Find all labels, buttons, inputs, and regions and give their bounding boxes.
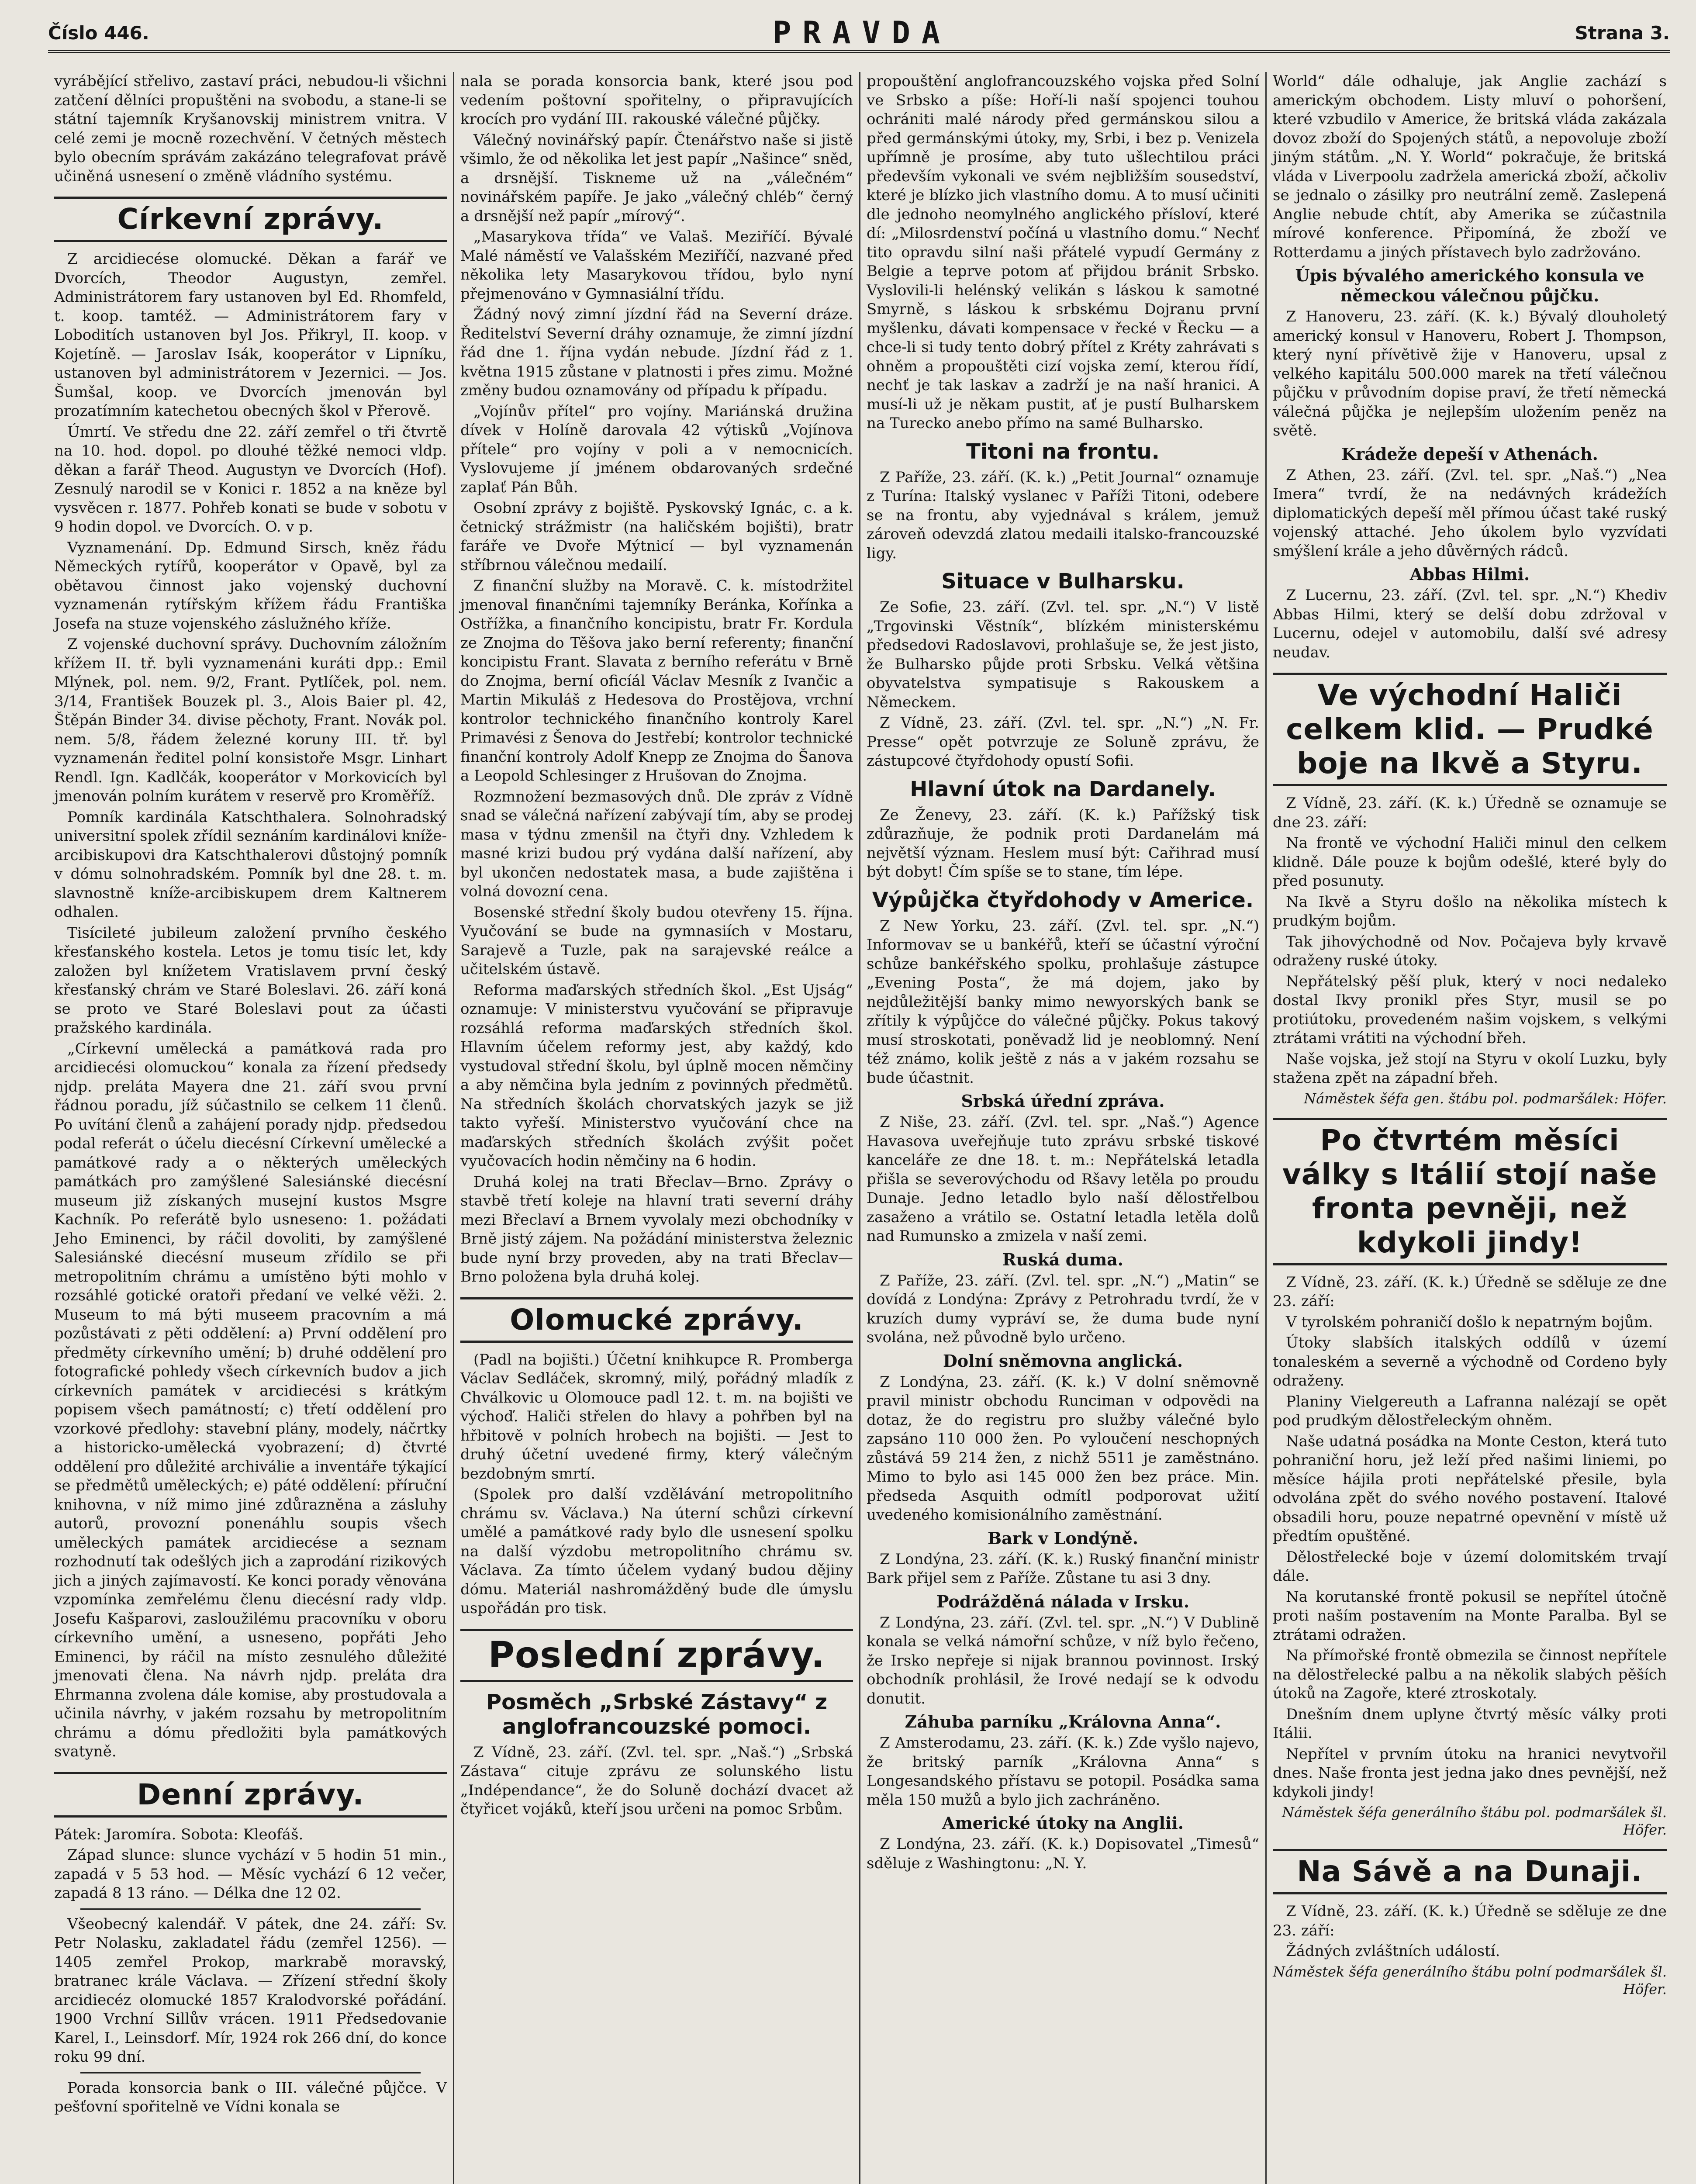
page-number: Strana 3.: [1575, 22, 1670, 44]
article-subheadline: Podrážděná nálada v Irsku.: [936, 1591, 1190, 1611]
issue-number: Číslo 446.: [48, 22, 149, 44]
column-1: [48, 72, 454, 2184]
article-headline: Situace v Bulharsku.: [941, 569, 1185, 594]
article-text: Vyznamenání. Dp. Edmund Sirsch, kněz řádu Německých rytířů, kooperátor v Opavě, byl za obětavou činnost jako vojenský duchovní vyznamenán rytířským křížem řádu Františka Josefa na stuze vojenského záslužného kříže.: [54, 539, 447, 632]
article-text: vyrábějící střelivo, zastaví práci, nebudou-li všichni zatčení dělníci propuštěni na svobodu, a stane-li se státní tajemník Kryšanovskij ministrem vnitra. V celé zemi je mocně rozechvění. V četných městech bylo obecním správám zakázáno telegrafovat právě učiněná usnesení o změně vládního systému.: [54, 73, 447, 185]
article-text: Na Ikvě a Styru došlo na několika místech k prudkým bojům.: [1273, 893, 1667, 930]
article-text: Pomník kardinála Katschthalera. Solnohradský universitní spolek zřídil seznáním kardinálovi kníže-arcibiskupovi dra Katschthalerovi důstojný pomník v dómu solnohradském. Pomník byl dne 28. t. m. slavnostně kníže-arcibiskupem drem Kaltnerem odhalen.: [54, 808, 447, 921]
article-subheadline: Dolní sněmovna anglická.: [943, 1351, 1183, 1371]
article-text: Z Hanoveru, 23. září. (K. k.) Bývalý dlouholetý americký konsul v Hanoveru, Robert J. Thompson, který nyní přívětivě žije v Hanoveru, upsal z velkého kapitálu 500.000 marek na třetí válečnou půjčku v průvodním dopise praví, že třetí německá válečná půjčka je nejlepším uložením peněz na světě.: [1273, 308, 1667, 439]
article-text: Naše udatná posádka na Monte Ceston, která tuto pohraniční horu, jež leží před našimi liniemi, po měsíce hájila proti nepřátelské přesile, byla odvolána zpět do svého nového postavení. Italové obsadili horu, pouze nepatrné opevnění v místě už předtím opuštěné.: [1273, 1432, 1667, 1545]
article-subheadline: Úpis bývalého amerického konsula ve německou válečnou půjčku.: [1295, 266, 1644, 305]
section-heading-sava-danube: Na Sávě a na Dunaji.: [1273, 1849, 1667, 1894]
article-text: Z Londýna, 23. září. (K. k.) V dolní sněmovně pravil ministr obchodu Runciman v odpovědi na dotaz, že do registru pro služby válečné bylo zapsáno 110 000 žen. Po vyloučení neschopných zůstává 59 214 žen, z nichž 5511 je zaměstnáno. Mimo to bylo asi 145 000 žen bez práce. Min. předseda Asquith odmítl podporovat užití uvedeného komisionálního zaměstnání.: [867, 1373, 1259, 1524]
article-text: „Církevní umělecká a památková rada pro arcidiecési olomuckou“ konala za řízení předsedy njdp. preláta Mayera dne 21. září svou první řádnou poradu, jíž súčastnilo se celkem 11 členů. Po uvítání členů a zahájení porady njdp. předsedou podal referát o účelu diecésní Církevní umělecké a památkové rady a o některých uměleckých památkách pro zamýšlené Salesiánské diecésní museum již získaných musejní kustos Msgre Kachník. Po referátě bylo usneseno: 1. požádati Jeho Eminenci, by ráčil dovoliti, by zamýšlené Salesiánské diecésní museum zřídilo se při metropolitním chrámu a umístěno býti mohlo v rozsáhlé gotické oratoři předaní ve velké věži. 2. Museum to má býti museem pracovním a má pozůstávati z pěti oddělení: a) První oddělení pro předměty církevního umění; b) druhé oddělení pro fotografické pohledy všech církevních budov a jich církevních památek v arcidiecési s krátkým popisem všech památností; c) třetí oddělení pro vzorkové předlohy: stavební plány, modely, náčrtky a historicko-umělecká vyobrazení; d) čtvrté oddělení pro důležité archiválie a inventáře týkající se předmětů uměleckých; e) páté oddělení: příruční knihovna, v níž mimo jiné zdůrazněna a zásluhy autorů, provozní ponenáhlu soupis všech uměleckých památek arcidiecése a seznam rozhodnutí tak odešlých jich a zaprodání rizikových jich a jiných zajímavostí. Ke konci porady věnována vzpomínka zemřelému členu diecésní rady vldp. Josefu Kašparovi, zasloužilému pracovníku v oboru církevního umění, a usneseno, popřáti Jeho Eminenci, by ráčil na místo zesnulého důležité jmenovati člena. Na návrh njdp. preláta dra Ehrmanna zvolena dále komise, aby prostudovala a učinila návrhy, v jakém rozsahu by metropolitním chrámu a dómu předložiti byla památkových svatyně.: [54, 1040, 447, 1760]
article-headline: Titoni na frontu.: [966, 439, 1160, 464]
article-text: Osobní zprávy z bojiště. Pyskovský Ignác, c. a k. četnický strážmistr (na haličském bojišti), bratr faráře ve Dvoře Mýtnicí — byl vyznamenán stříbrnou válečnou medailí.: [460, 499, 853, 574]
article-text: Bosenské střední školy budou otevřeny 15. října. Vyučování se bude na gymnasiích v Mostaru, Sarajevě a Tuzle, pak na sarajevské reálce a učitelském ústavě.: [460, 903, 853, 978]
signature: Náměstek šéfa generálního štábu polní podmaršálek šl. Höfer.: [1273, 1963, 1667, 1997]
article-headline: Hlavní útok na Dardanely.: [910, 777, 1216, 802]
article-text: Na korutanské frontě pokusil se nepřítel útočně proti naším postavením na Monte Paralba. Byl se ztrátami odražen.: [1273, 1588, 1667, 1644]
section-heading-church-news: Církevní zprávy.: [54, 197, 447, 242]
article-text: Druhá kolej na trati Břeclav—Brno. Zprávy o stavbě třetí koleje na hlavní trati severní dráhy mezi Břeclaví a Brnem vyvolaly mezi obchodníky v Brně jistý zájem. Na požádání ministerstva železnic bude nyní brzy proveden, aby na trati Břeclav—Brno položena byla druhá kolej.: [460, 1173, 853, 1286]
article-subheadline: Ruská duma.: [1002, 1249, 1124, 1269]
article-text: Dnešním dnem uplyne čtvrtý měsíc války proti Itálii.: [1273, 1705, 1667, 1742]
article-text: Z finanční služby na Moravě. C. k. místodržitel jmenoval finančními tajemníky Beránka, Kořínka a Ostřížka, a finančního koncipistu, bratr Fr. Kordula ze Znojma do Těšova jako berní referenty; finanční koncipistu Frant. Slavata z berního referátu v Brně do Znojma, berní oficíál Václav Mesník z Ivančic a Martin Mikuláš z Hedesova do Prostějova, vrchní kontrolor technického finančního kontroly Karel Primavési z Šenova do Jestřebí; kontrolor technické finanční kontroly Adolf Knepp ze Znojma do Šanova a Leopold Schlesinger z Hrušovan do Znojma.: [460, 577, 853, 784]
article-text: (Padl na bojišti.) Účetní knihkupce R. Promberga Václav Sedláček, skromný, milý, pořádný mladík z Chválkovic u Olomouce padl 12. t. m. na bojišti ve výchoď. Haliči střelen do hlavy a pohřben byl na hřbitově v polních hrobech na bojišti. — Jest to druhý účetní uvedené firmy, který válečným bezdobným smrtí.: [460, 1351, 853, 1482]
article-text: V tyrolském pohraničí došlo k nepatrným bojům.: [1286, 1313, 1653, 1331]
article-subheadline: Abbas Hilmi.: [1409, 564, 1530, 584]
article-subheadline: Srbská úřední zpráva.: [961, 1091, 1165, 1111]
article-text: „Masarykova třída“ ve Valaš. Meziříčí. Bývalé Malé náměstí ve Valašském Meziříčí, nazvané před několika lety Masarykovou třídou, bylo nyní přejmenováno v Gymnasiální třídu.: [460, 228, 853, 303]
article-text: Z arcidiecése olomucké. Děkan a farář ve Dvorcích, Theodor Augustyn, zemřel. Administrátorem fary ustanoven byl Ed. Rhomfeld, t. koop. tamtéž. — Administrátorem fary v Loboditích ustanoven byl Jos. Přikryl, II. koop. v Kojetíně. — Jaroslav Isák, kooperátor v Lipníku, ustanoven byl administrátorem v Jezernici. — Jos. Šumšal, koop. ve Dvorcích jmenován byl prozatímním katechetou obecných škol v Přerově.: [54, 250, 447, 420]
article-text: Z Vídně, 23. září. (K. k.) Úředně se sděluje ze dne 23. září:: [1273, 1273, 1667, 1310]
column-2: [454, 72, 860, 2184]
article-text: Reforma maďarských středních škol. „Est Ujság“ oznamuje: V ministerstvu vyučování se připravuje rozsáhlá reforma maďarských středních škol. Hlavním účelem reformy jest, aby každý, kdo vystudoval střední školu, byl úplně mocen němčiny a aby němčina byla jedním z povinných předmětů. Na středních školách chorvatských jazyk se již takto vyřeší. Ministerstvo vyučování chce na maďarských středních školách zvýšit počet vyučovacích hodin němčiny na 6 hodin.: [460, 981, 853, 1170]
section-heading-italy-front: Po čtvrtém měsíci války s Itálií stojí naše fronta pevněji, než kdykoli jindy!: [1273, 1118, 1667, 1265]
article-text: Z Athen, 23. září. (Zvl. tel. spr. „Naš.“) „Nea Imera“ tvrdí, že na nedávných krádežích diplomatických depeší měl přímou účast také ruský vojenský attaché. Jeho úkolem bylo vyzvídati smýšlení krále a jeho důvěrných rádců.: [1273, 466, 1667, 560]
article-text: Tisícileté jubileum založení prvního českého křesťanského kostela. Letos je tomu tisíc let, kdy založen byl knížetem Vratislavem první český křesťanský chrám ve Staré Boleslavi. 26. září koná se proto ve Staré Boleslavi pout za účasti pražského kardinála.: [54, 924, 447, 1037]
article-text: Z Vídně, 23. září. (Zvl. tel. spr. „N.“) „N. Fr. Presse“ opět potvrzuje ze Soluně zprávu, že zástupcové čtyřdohody opustí Sofii.: [867, 714, 1259, 770]
article-text: Ze Ženevy, 23. září. (K. k.) Pařížský tisk zdůrazňuje, že podnik proti Dardanelám má největší význam. Heslem musí být: Cařihrad musí být dobyt! Čím spíše se to stane, tím lépe.: [867, 806, 1259, 881]
article-text: Z Vídně, 23. září. (K. k.) Úředně se oznamuje se dne 23. září:: [1273, 795, 1667, 831]
article-text: propouštění anglofrancouzského vojska před Solní ve Srbsko a píše: Hoří-li naší spojenci touhou ochrániti malé národy před germánskou silou a před germánskými útoky, my, Srbi, i bez p. Venizela upřímně je prosíme, aby tuto ušlechtilou práci především vykonali ve svém nejbližším sousedství, které je blízko jich vlastního domu. A to musí učiniti dle jednoho neomylného anglického přísloví, které dí: „Milosrdenství počíná u vlastního domu.“ Nechť tito opravdu silní naši přátelé vypudí Germány z Belgie a teprve potom ať přijdou bránit Srbsko. Vyslovili-li helénský velikán s láskou k samotné Smyrně, s láskou k srbskému Dojranu první myšlenku, dávati kompensace v řecké v Řecku — a chce-li si tudy tento dobrý přítel z Kréty zahrávati s ohněm a propouštěti cizí vojska zemí, kterou řídí, nechť je tak laskav a zadrží je na naší hranici. A musí-li už je někam pustit, ať je pustí Bulharskem na Turecko anebo přímo na samé Bulharsko.: [867, 73, 1259, 432]
article-text: Z Niše, 23. září. (Zvl. tel. spr. „Naš.“) Agence Havasova uveřejňuje tuto zprávu srbské tiskové kanceláře ze dne 18. t. m.: Nepřátelská letadla přišla se severovýchodu od Ršavy letěla po proudu Dunaje. Jedno letadlo bylo naší dělostřelbou zasaženo a vrátilo se. Ostatní letadla letěla dolů nad Rumunsko a zmizela v naší zemi.: [867, 1113, 1259, 1245]
article-text: Z Paříže, 23. září. (K. k.) „Petit Journal“ oznamuje z Turína: Italský vyslanec v Paříži Titoni, odebere se na frontu, aby vyjednával s králem, jemuž zároveň odevzdá zlatou medaili italsko-francouzské ligy.: [867, 468, 1259, 562]
article-text: Dělostřelecké boje v území dolomitském trvají dále.: [1273, 1548, 1667, 1585]
article-text: World“ dále odhaluje, jak Anglie zachází s americkým obchodem. Listy mluví o pohoršení, které vzbudilo v Americe, že britská vláda zakázala dovoz zboží do Spojených států, a nepovoluje zboží jiným státům. „N. Y. World“ pokračuje, že britská vláda v Liverpoolu zadržela americká zboží, ačkoliv se jednalo o zásilky pro neutrální země. Zaslepená Anglie nebude chtít, aby Amerika se zúčastnila mírové konference. Připomíná, že zboží ve Rotterdamu a jiných přístavech bylo zadržováno.: [1273, 73, 1667, 261]
article-text: Nepřítel v prvním útoku na hranici nevytvořil dnes. Naše fronta jest jedna jako dnes pevnější, než kdykoli jindy!: [1273, 1745, 1667, 1801]
article-subheadline: Bark v Londýně.: [987, 1528, 1138, 1548]
article-text: Válečný novinářský papír. Čtenářstvo naše si jistě všimlo, že od několika let jest papír „Našince“ sněd, a drsnější. Tiskneme už na „válečném“ novinářském papíře. Je jako „válečný chléb“ černý a drsnější než papír „mírový“.: [460, 131, 853, 225]
article-text: Tak jihovýchodně od Nov. Počajeva byly krvavě odraženy ruské útoky.: [1273, 933, 1667, 969]
article-text: (Spolek pro další vzdělávání metropolitního chrámu sv. Václava.) Na úterní schůzi církevní umělé a památkové rady bylo dle usnesení spolku na další výzdobu metropolitního chrámu sv. Václava. Za tímto účelem vydaný budou dějiny dómu. Materiál nashromážděný bude dle úmyslu uspořádán pro tisk.: [460, 1486, 853, 1617]
article-text: Z Londýna, 23. září. (Zvl. tel. spr. „N.“) V Dublině konala se velká námořní schůze, v níž bylo řečeno, že Irsko nepřeje si nijak brannou povinnost. Irský obchodník prohlásil, že Irové nedají se k odvodu donutit.: [867, 1614, 1259, 1707]
article-text: Na frontě ve východní Haliči minul den celkem klidně. Dále pouze k bojům odešlé, které byly do před posunuty.: [1273, 834, 1667, 890]
article-text: Úmrtí. Ve středu dne 22. září zemřel o tři čtvrtě na 10. hod. dopol. po dlouhé těžké nemoci vldp. děkan a farář Theod. Augustyn ve Dvorcích (Hof). Zesnulý narodil se v Konici r. 1852 a na kněze byl vysvěcen r. 1877. Pohřeb konati se bude v sobotu v 9 hodin dopol. ve Dvorcích. O. v p.: [54, 423, 447, 536]
article-text: Z vojenské duchovní správy. Duchovním záložním křížem II. tř. byli vyznamenáni kuráti dpp.: Emil Mlýnek, pol. nem. 9/2, Frant. Pytlíček, pol. nem. 3/14, František Bouzek pl. 3., Alois Baier pl. 42, Štěpán Binder 34. divise pěchoty, Frant. Novák pol. nem. 5/8, řádem železné koruny III. tř. byl vyznamenán ředitel polní konsistoře Msgr. Linhart Rendl. Ign. Kadlčák, kooperátor v Morkovicích byl jmenován polním kurátem v reservě pro Kroměříž.: [54, 636, 447, 805]
article-text: Z Londýna, 23. září. (K. k.) Dopisovatel „Timesů“ sděluje z Washingtonu: „N. Y.: [867, 1835, 1259, 1872]
article-subheadline: Americké útoky na Anglii.: [942, 1813, 1184, 1833]
article-text: Z New Yorku, 23. září. (Zvl. tel. spr. „N.“) Informovav se u bankéřů, kteří se účastní výroční schůze bankéřského spolku, prohlašuje zástupce „Evening Posta“, že má dojem, jako by nejdůležitější banky mimo newyorských bank se zřítily k výpůjčce do válečné půjčky. Pokus takový musí stroskotati, poněvadž lid je neoblomný. Není též známo, kolik ještě z nás a v jakém rozsahu se bude účastnit.: [867, 917, 1259, 1087]
masthead: PRAVDA: [773, 15, 952, 51]
article-text: Nepřátelský pěší pluk, který v noci nedaleko dostal Ikvy pronikl přes Styr, musil se po protiútoku, provedeném našim vojskem, s velkými ztrátami vrátiti na východní břeh.: [1273, 972, 1667, 1047]
signature: Náměstek šéfa generálního štábu pol. podmaršálek šl. Höfer.: [1281, 1804, 1667, 1838]
article-text: Z Lucernu, 23. září. (Zvl. tel. spr. „N.“) Khediv Abbas Hilmi, který se delší dobu zdržoval v Lucernu, odejel v automobilu, další své adresy neudav.: [1273, 587, 1667, 661]
article-text: Z Paříže, 23. září. (Zvl. tel. spr. „N.“) „Matin“ se dovídá z Londýna: Zprávy z Petrohradu tvrdí, že v kruzích dumy vypráví se, že duma bude nyní svolána, než původně bylo určeno.: [867, 1272, 1259, 1346]
columns: [48, 72, 1679, 2184]
article-text: Pátek: Jaromíra. Sobota: Kleofáš.: [54, 1825, 304, 1843]
article-headline: Výpůjčka čtyřdohody v Americe.: [872, 888, 1254, 912]
section-heading-daily-news: Denní zprávy.: [54, 1772, 447, 1818]
section-heading-olomouc-news: Olomucké zprávy.: [460, 1297, 853, 1343]
section-heading-latest-news: Poslední zprávy.: [460, 1629, 853, 1682]
signature: Náměstek šéfa gen. štábu pol. podmaršálek: Höfer.: [1304, 1090, 1667, 1107]
article-text: Z Vídně, 23. září. (K. k.) Úředně se sděluje ze dne 23. září:: [1273, 1903, 1667, 1939]
divider: [80, 1908, 421, 1910]
article-text: Žádných zvláštních událostí.: [1286, 1942, 1500, 1960]
article-text: Naše vojska, jež stojí na Styru v okolí Luzku, byly stažena zpět na západní břeh.: [1273, 1050, 1667, 1087]
article-text: „Vojínův přítel“ pro vojíny. Mariánská družina dívek v Holíně darovala 42 výtisků „Vojínova přítele“ pro vojíny v poli a v nemocnicích. Vyslovujeme jí jménem obdarovaných srdečné zaplať Pán Bůh.: [460, 402, 853, 496]
article-text: Útoky slabších italských oddílů v území tonaleském a severně a východně od Cordeno byly odraženy.: [1273, 1334, 1667, 1389]
article-text: Západ slunce: slunce vychází v 5 hodin 51 min., zapadá v 5 53 hod. — Měsíc vychází 6 12 večer, zapadá 8 13 ráno. — Délka dne 12 02.: [54, 1846, 447, 1902]
article-text: Rozmnožení bezmasových dnů. Dle zpráv z Vídně snad se válečná nařízení zabývají tím, aby se prodej masa v týdnu zmenšil na čtyři dny. Vzhledem k masné krizi budou prý vydána další nařízení, aby byl ukončen nedostatek masa, a bude zajištěna i volná dovozní cena.: [460, 788, 853, 900]
article-headline: Posměch „Srbské Zástavy“ z anglofrancouzské pomoci.: [486, 1690, 828, 1739]
divider: [80, 2072, 421, 2073]
article-text: Z Amsterodamu, 23. září. (K. k.) Zde vyšlo najevo, že britský parník „Královna Anna“ s Longesandského přístavu se potopil. Posádka sama měla 150 mužů a bylo jich zachráněno.: [867, 1734, 1259, 1809]
column-3: [860, 72, 1267, 2184]
article-text: Planiny Vielgereuth a Lafranna nalézají se opět pod prudkým dělostřeleckým ohněm.: [1273, 1393, 1667, 1429]
article-text: Z Londýna, 23. září. (K. k.) Ruský finanční ministr Bark přijel sem z Paříže. Zůstane tu asi 3 dny.: [867, 1550, 1259, 1587]
page-header: [48, 15, 1670, 53]
article-text: Žádný nový zimní jízdní řád na Severní dráze. Ředitelství Severní dráhy oznamuje, že zimní jízdní řád dne 1. října vydán nebude. Jízdní řád z 1. května 1915 zůstane v platnosti i přes zimu. Možné změny budou oznamovány od případu k případu.: [460, 306, 853, 399]
column-4: [1267, 72, 1673, 2184]
article-text: nala se porada konsorcia bank, které jsou pod vedením poštovní spořitelny, o připravujících krocích pro vydání III. rakouské válečné půjčky.: [460, 73, 853, 128]
article-subheadline: Záhuba parníku „Královna Anna“.: [905, 1712, 1221, 1731]
article-subheadline: Krádeže depeší v Athenách.: [1341, 444, 1598, 464]
article-text: Na přímořské frontě obmezila se činnost nepřítele na dělostřelecké palbu a na několik slabých pěších útoků na Zagoře, které ztroskotaly.: [1273, 1647, 1667, 1702]
article-text: Všeobecný kalendář. V pátek, dne 24. září: Sv. Petr Nolasku, zakladatel řádu (zemřel 1256). — 1405 zemřel Prokop, markrabě moravský, bratranec krále Václava. — Zřízení střední školy arcidiecéz olomucké 1857 Kralodvorské pořádání. 1900 Vrchní Sillův vrácen. 1911 Předsedovanie Karel, I., Leinsdorf. Mír, 1924 rok 266 dní, do konce roku 99 dní.: [54, 1915, 447, 2066]
section-heading-east-galicia: Ve východní Haliči celkem klid. — Prudké boje na Ikvě a Styru.: [1273, 673, 1667, 786]
article-text: Z Vídně, 23. září. (Zvl. tel. spr. „Naš.“) „Srbská Zástava“ cituje zprávu ze solunského listu „Indépendance“, že do Soluně dochází dvacet až čtyřicet vojáků, kteří jsou určeni na pomoc Srbům.: [460, 1743, 853, 1818]
article-text: Porada konsorcia bank o III. válečné půjčce. V pešťovní spořitelně ve Vídni konala se: [54, 2079, 447, 2115]
article-text: Ze Sofie, 23. září. (Zvl. tel. spr. „N.“) V listě „Trgovinski Věstník“, blízkém ministerskému předsedovi Radoslavovi, prohlašuje se, že jest jisto, že Bulharsko půjde proti Srbsku. Velká většina obyvatelstva sympatisuje s Rakouskem a Německem.: [867, 598, 1259, 711]
